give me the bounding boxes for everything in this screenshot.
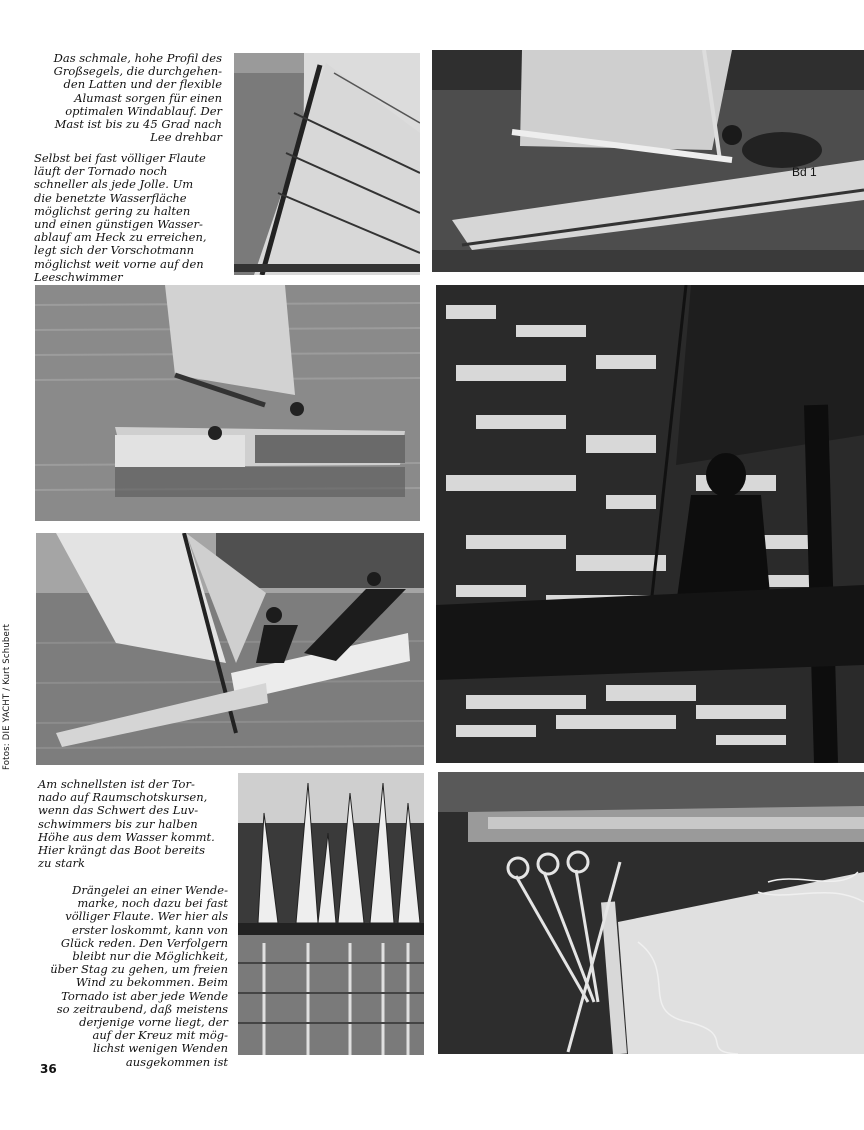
caption-mainsail-profile: Das schmale, hohe Profil des Großsegels, die durchgehen- den Latten und der flexible Alumast sorgen für einen optimalen Windablauf. Der Mast ist bis zu 45 Grad nach Lee drehbar [53, 51, 222, 145]
photo-credit: Fotos: DIE YACHT / Kurt Schubert [2, 623, 12, 770]
photo-catamaran-heeling [432, 50, 864, 272]
photo-regatta-fleet [238, 773, 424, 1055]
sail-number-label: Bd 1 [792, 165, 817, 179]
backlit-sailor-image [436, 285, 864, 763]
deck-fittings-image [438, 772, 864, 1054]
flying-hull-image [36, 533, 424, 765]
caption-fastest-course: Am schnellsten ist der Tor- nado auf Raumschotskursen, wenn das Schwert des Luv- schwimmers bis zur halben Höhe aus dem Wasser kommt. Hier krängt das Boot bereits zu stark [38, 777, 215, 871]
caption-light-wind: Selbst bei fast völliger Flaute läuft der Tornado noch schneller als jede Jolle. Um die benetzte Wasserfläche möglichst gering zu halten und einen günstigen Wasser- ablauf am Heck zu erreichen, legt sich der Vorschotmann möglichst weit vorne auf den Leeschwimmer [34, 151, 207, 284]
photo-flying-hull [36, 533, 424, 765]
regatta-fleet-image [238, 773, 424, 1055]
photo-mainsail [234, 53, 420, 275]
catamaran-heeling-image [432, 50, 864, 272]
photo-catamaran-calm [35, 285, 420, 521]
catamaran-calm-image [35, 285, 420, 521]
photo-deck-fittings [438, 772, 864, 1054]
caption-mark-rounding: Drängelei an einer Wende- marke, noch dazu bei fast völliger Flaute. Wer hier als erster loskommt, kann von Glück reden. Den Verfolgern bleibt nur die Möglichkeit, über Stag zu gehen, um freien Wind zu bekommen. Beim Tornado ist aber jede Wende so zeitraubend, daß meistens derjenige vorne liegt, der auf der Kreuz mit mög- lichst wenigen Wenden ausgekommen ist [50, 883, 228, 1069]
page-number: 36 [40, 1062, 57, 1076]
photo-backlit-sailor [436, 285, 864, 763]
mainsail-image [234, 53, 420, 275]
